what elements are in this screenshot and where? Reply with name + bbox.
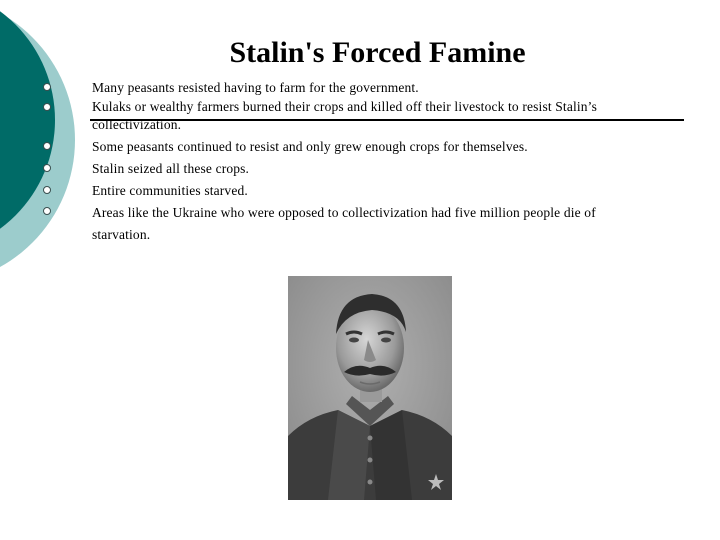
hollow-circle-bullet-icon <box>43 83 51 91</box>
hollow-circle-bullet-icon <box>43 164 51 172</box>
slide-title: Stalin's Forced Famine <box>229 36 526 69</box>
bullet-text: Many peasants resisted having to farm for the government. <box>92 80 419 95</box>
bullet-text: Some peasants continued to resist and only grew enough crops for themselves. <box>92 139 528 154</box>
bullet-text: Areas like the Ukraine who were opposed to collectivization had five million people die of starvation. <box>92 205 596 242</box>
bullet-text: Entire communities starved. <box>92 183 248 198</box>
hollow-circle-bullet-icon <box>43 103 51 111</box>
hollow-circle-bullet-icon <box>43 142 51 150</box>
hollow-circle-bullet-icon <box>43 186 51 194</box>
stalin-portrait-photo <box>288 276 452 500</box>
bullet-text: Stalin seized all these crops. <box>92 161 250 176</box>
hollow-circle-bullet-icon <box>43 207 51 215</box>
bullet-text: Kulaks or wealthy farmers burned their crops and killed off their livestock to resist Stalin’s collectivization. <box>92 99 597 132</box>
